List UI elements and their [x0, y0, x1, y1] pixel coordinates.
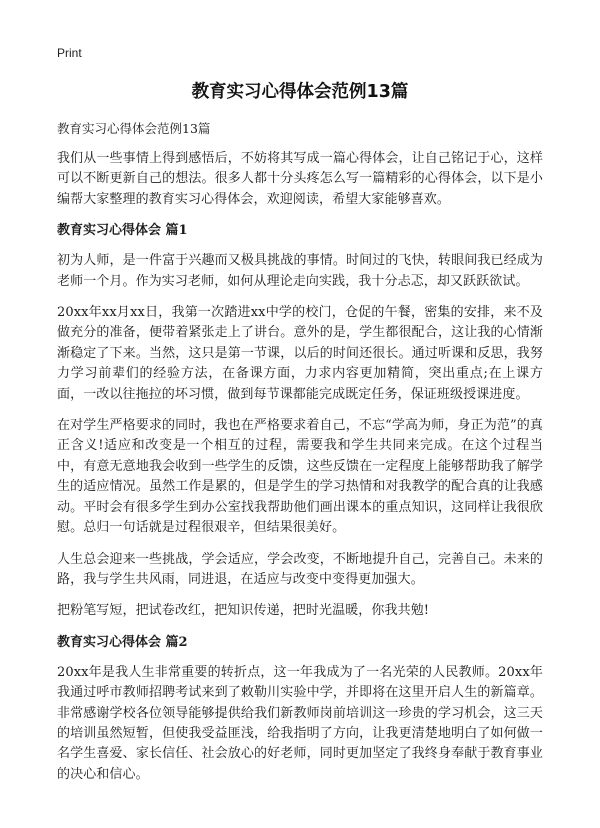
print-label[interactable]: Print	[57, 46, 82, 60]
section-1-paragraph-3: 在对学生严格要求的同时，我也在严格要求着自己，不忘“学高为师，身正为范”的真正含义!适应和改变是一个相互的过程，需要我和学生共同来完成。在这个过程当中，有意无意地我会收到一些学生的反馈，这些反馈在一定程度上能够帮助我了解学生的适应情况。虽然工作是累的，但是学生的学习热情和对我教学的配合真的让我感动。平时会有很多学生到办公室找我帮助他们画出课本的重点知识，这同样让我很欣慰。总归一句话就是过程很艰辛，但结果很美好。	[57, 418, 543, 536]
section-1-paragraph-4: 人生总会迎来一些挑战，学会适应，学会改变，不断地提升自己，完善自己。未来的路，我与学生共风雨，同进退，在适应与改变中变得更加强大。	[57, 551, 543, 587]
document-subtitle: 教育实习心得体会范例13篇	[57, 121, 211, 136]
section-heading-2: 教育实习心得体会 篇2	[57, 634, 188, 650]
intro-paragraph: 我们从一些事情上得到感悟后，不妨将其写成一篇心得体会，让自己铭记于心，这样可以不断更新自己的想法。很多人都十分头疼怎么写一篇精彩的心得体会，以下是小编帮大家整理的教育实习心得体会，欢迎阅读，希望大家能够喜欢。	[57, 151, 543, 207]
section-1-paragraph-2: 20xx年xx月xx日，我第一次踏进xx中学的校门，仓促的午餐，密集的安排，来不及做充分的准备，便带着紧张走上了讲台。意外的是，学生都很配合，这让我的心情渐渐稳定了下来。当然，这只是第一节课，以后的时间还很长。通过听课和反思，我努力学习前辈们的经验方法，在备课方面，力求内容更加精简，突出重点;在上课方面，一改以往拖拉的坏习惯，做到每节课都能完成既定任务，保证班级授课进度。	[57, 305, 543, 402]
section-1-paragraph-1: 初为人师，是一件富于兴趣而又极具挑战的事情。时间过的飞快，转眼间我已经成为老师一个月。作为实习老师，如何从理论走向实践，我十分忐忑，却又跃跃欲试。	[57, 253, 543, 289]
section-2-paragraph-1: 20xx年是我人生非常重要的转折点，这一年我成为了一名光荣的人民教师。20xx年我通过呼市教师招聘考试来到了敕勒川实验中学，并即将在这里开启人生的新篇章。非常感谢学校各位领导能够提供给我们新教师岗前培训这一珍贵的学习机会，这三天的培训虽然短暂，但使我受益匪浅，给我指明了方向，让我更清楚地明白了如何做一名学生喜爱、家长信任、社会放心的好老师，同时更加坚定了我终身奉献于教育事业的决心和信心。	[57, 664, 543, 782]
section-1-paragraph-5: 把粉笔写短，把试卷改红，把知识传递，把时光温暖，你我共勉!	[57, 603, 430, 619]
section-heading-1: 教育实习心得体会 篇1	[57, 223, 188, 239]
page-title: 教育实习心得体会范例13篇	[191, 82, 409, 102]
